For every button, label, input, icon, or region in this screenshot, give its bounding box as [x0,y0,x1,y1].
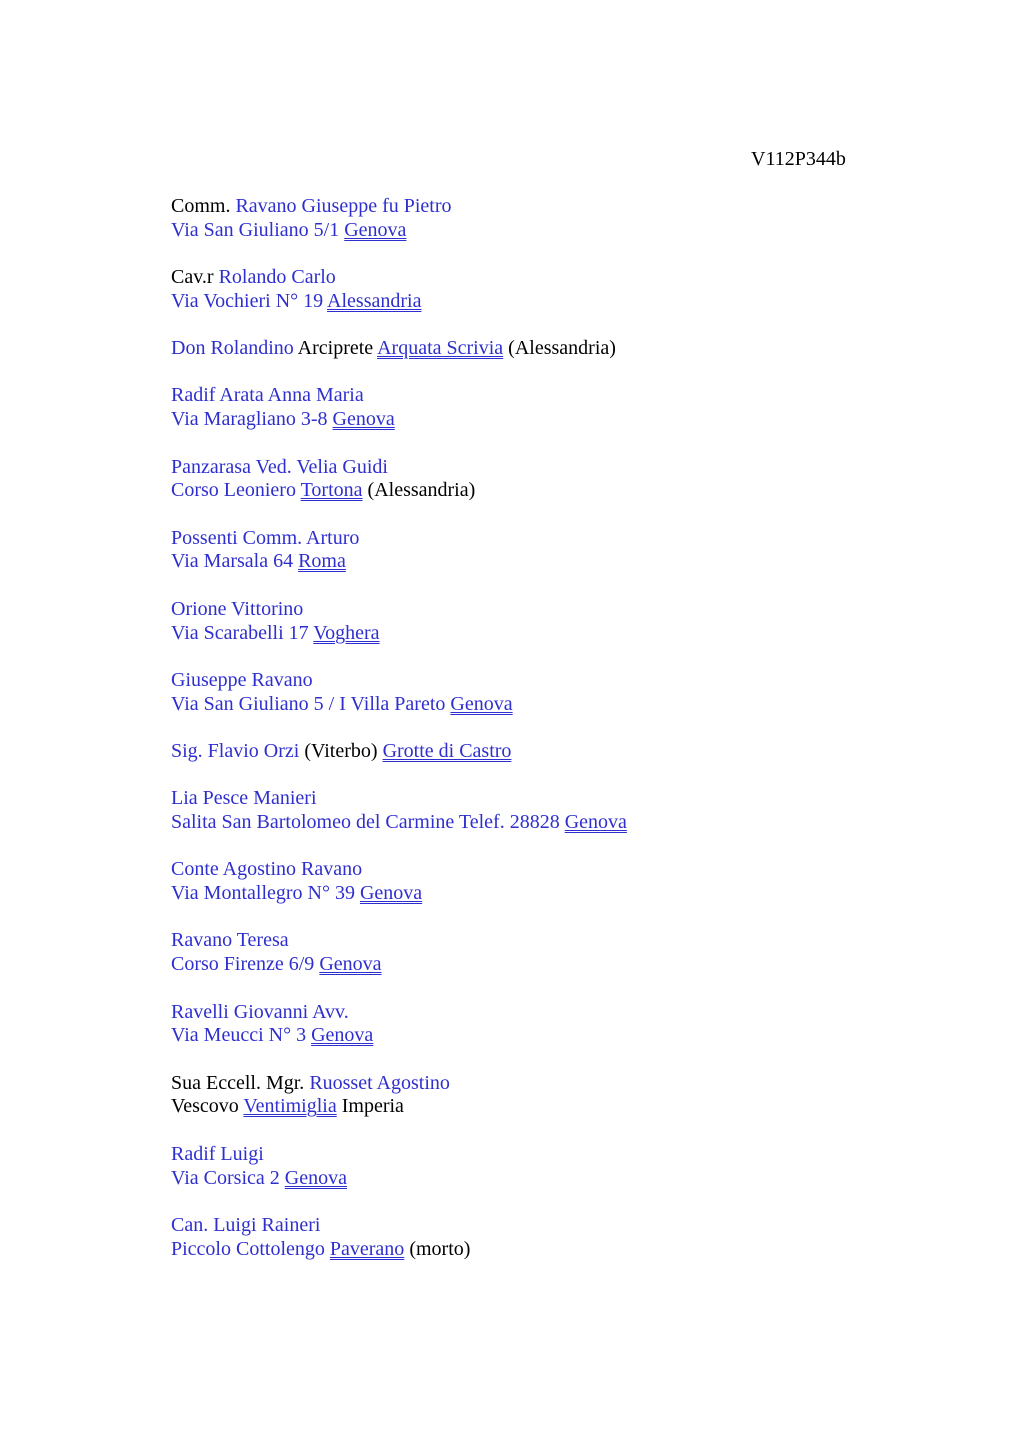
entry-address-line [171,550,971,574]
city-link[interactable]: Alessandria [327,289,422,312]
street-address: Via Montallegro N° 39 [171,882,360,905]
title-prefix: Cav.r [171,266,219,289]
address-entry [171,337,971,361]
street-address: Salita San Bartolomeo del Carmine Telef. 28828 [171,811,565,834]
person-name: Orione Vittorino [171,597,304,620]
address-entry [171,1072,971,1120]
person-name: Ruosset Agostino [309,1071,450,1094]
province-text: (Alessandria) [362,479,476,502]
entry-address-line [171,1238,971,1262]
person-name: Panzarasa Ved. Velia Guidi [171,455,388,478]
city-link[interactable]: Genova [450,692,513,715]
person-name: Ravano Giuseppe fu Pietro [235,195,452,217]
city-link[interactable]: Paverano [329,1237,405,1260]
city-link[interactable]: Genova [284,1166,347,1189]
entry-address-line [171,811,971,835]
street-address: Corso Firenze 6/9 [171,953,320,976]
role-text: Arciprete [293,337,378,360]
entry-name-line [171,266,971,290]
street-address: Via Meucci N° 3 [171,1024,312,1047]
person-name: Sig. Flavio Orzi [171,739,300,762]
entry-address-line [171,622,971,646]
address-entry [171,929,971,977]
entry-address-line [171,1167,971,1191]
entry-address-line [171,219,971,243]
street-address: Via Corsica 2 [171,1166,285,1189]
province-text: (Viterbo) [299,739,383,762]
person-name: Don Rolandino [171,337,294,360]
city-link[interactable]: Genova [311,1024,374,1047]
title-prefix: Sua Eccell. Mgr. [171,1071,310,1094]
entry-address-line [171,408,971,432]
person-name: Giuseppe Ravano [171,668,313,691]
province-text: Imperia [336,1095,404,1118]
entry-name-line [171,740,971,764]
note-text: (morto) [404,1237,471,1260]
city-link[interactable]: Genova [359,882,423,905]
address-entry [171,1214,971,1262]
entry-address-line [171,1095,971,1119]
entry-address-line [171,953,971,977]
person-name: Possenti Comm. Arturo [171,526,360,549]
street-address: Via San Giuliano 5/1 [171,218,345,241]
entry-name-line [171,195,971,219]
entry-address-line [171,693,971,717]
person-name: Conte Agostino Ravano [171,858,363,881]
entry-name-line [171,337,971,361]
address-entry [171,1143,971,1191]
city-link[interactable]: Genova [319,953,382,976]
person-name: Ravano Teresa [171,929,289,952]
title-prefix: Comm. [171,195,236,217]
city-link[interactable]: Grotte di Castro [382,739,512,762]
address-entry [171,858,971,906]
street-address: Via Scarabelli 17 [171,621,314,644]
city-link[interactable]: Genova [344,218,407,241]
person-name: Radif Luigi [171,1142,264,1165]
address-entry [171,1001,971,1049]
person-name: Can. Luigi Raineri [171,1213,321,1236]
address-entry [171,266,971,314]
city-link[interactable]: Tortona [300,479,363,502]
person-name: Lia Pesce Manieri [171,787,317,810]
person-name: Ravelli Giovanni Avv. [171,1000,349,1023]
street-address: Via Maragliano 3-8 [171,408,333,431]
person-name: Rolando Carlo [218,266,336,289]
page-reference: V112P344b [751,148,846,170]
address-entry [171,787,971,835]
street-address: Via Vochieri N° 19 [171,289,328,312]
street-address: Corso Leoniero [171,479,301,502]
entry-address-line [171,290,971,314]
city-link[interactable]: Genova [332,408,395,431]
city-link[interactable]: Arquata Scrivia [377,337,504,360]
address-entry [171,456,971,504]
city-link[interactable]: Voghera [313,621,380,644]
entry-name-line [171,1072,971,1096]
address-entry [171,740,971,764]
province-text: (Alessandria) [503,337,616,360]
person-name: Radif Arata Anna Maria [171,384,364,407]
street-address: Via San Giuliano 5 / I Villa Pareto [171,692,451,715]
address-list [171,195,971,1285]
address-entry [171,195,971,243]
entry-address-line [171,882,971,906]
city-link[interactable]: Genova [564,811,627,834]
role-text: Vescovo [171,1095,244,1118]
city-link[interactable]: Roma [298,550,346,573]
address-entry [171,598,971,646]
city-link[interactable]: Ventimiglia [243,1095,337,1118]
address-entry [171,669,971,717]
street-address: Via Marsala 64 [171,550,299,573]
address-entry [171,384,971,432]
address-entry [171,527,971,575]
street-address: Piccolo Cottolengo [171,1237,330,1260]
entry-address-line [171,1024,971,1048]
entry-address-line [171,479,971,503]
